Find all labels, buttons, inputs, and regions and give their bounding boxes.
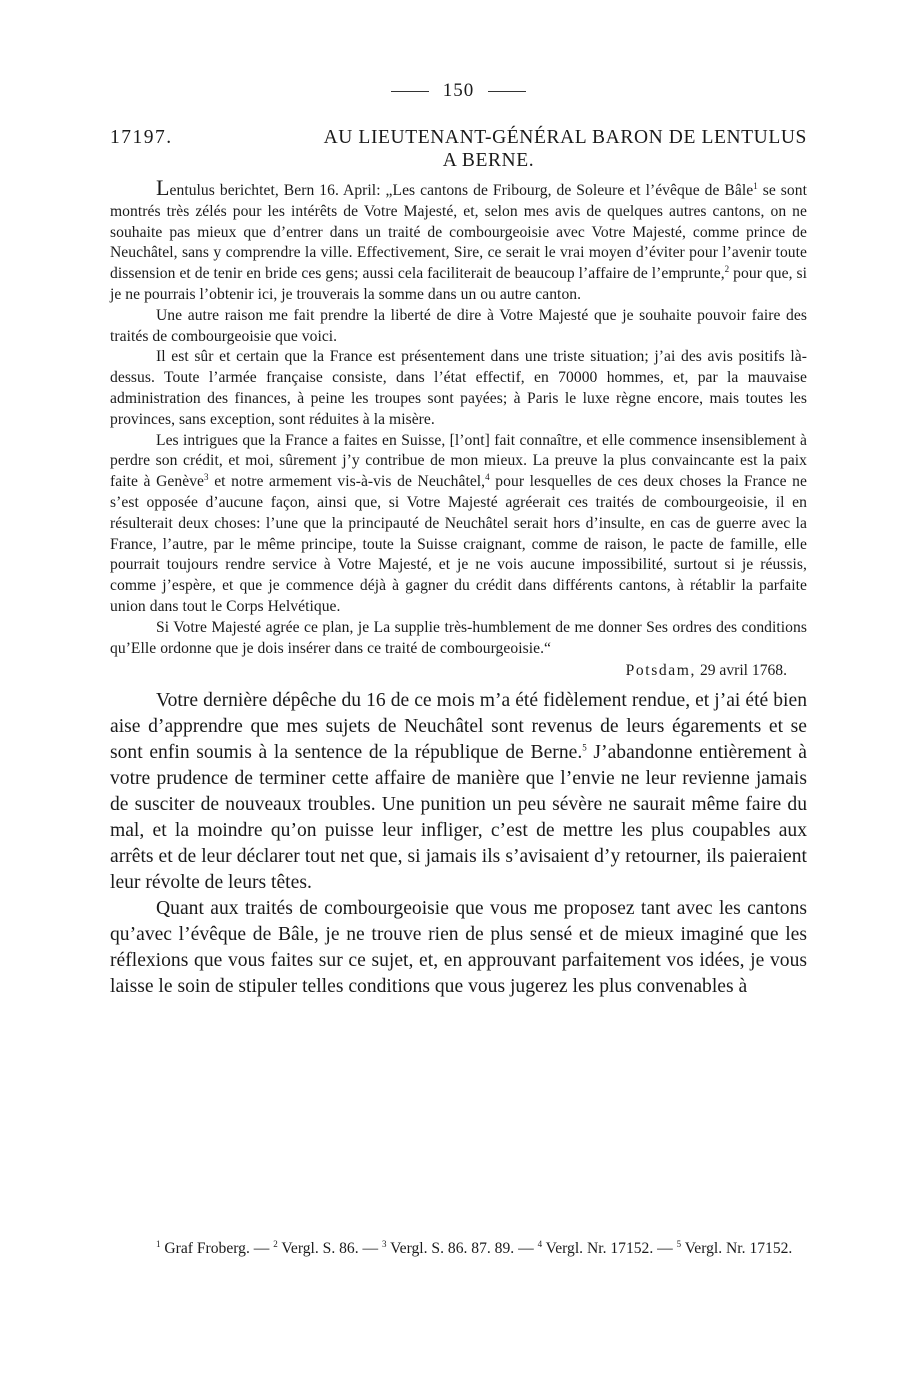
footnote-ref-1: 1 (753, 180, 758, 191)
letter-paragraph-1-text-a: Votre dernière dépêche du 16 de ce mois m’a été fidèlement rendue, et j’ai été bien aise d’apprendre que mes sujets de Neuchâtel sont revenus de leurs égarements et se sont enfin soumis à la sentence de la république de Berne. (110, 690, 807, 764)
dateline (110, 661, 807, 682)
report-paragraph-1-text-b: se sont montrés très zélés pour les intérêts de Votre Majesté, et, selon mes avis de quelques autres cantons, on ne souhaite pas mieux que d’entrer dans un traité de combourgeoisie avec Votre Majesté, comme prince de Neuchâtel, sans y comprendre la ville. Effectivement, Sire, ce serait le vrai moyen d’éviter pour l’avenir toute dissension et de tenir en bride ces gens; aussi cela faciliterait de beaucoup l’affaire de l’emprunte, (110, 182, 807, 283)
heading-title-line-1: AU LIEUTENANT-GÉNÉRAL BARON DE LENTULUS (323, 127, 807, 148)
letter-paragraph-2: Quant aux traités de combourgeoisie que vous me proposez tant avec les cantons qu’avec l’évêque de Bâle, je ne trouve rien de plus sensé et de mieux imaginé que les réflexions que vous faites sur ce sujet, et, en approuvant parfaitement vos idées, je vous laisse le soin de stipuler telles conditions que vous jugerez les plus convenables à (110, 898, 807, 998)
footnote-3: Vergl. S. 86. 87. 89. — (386, 1240, 538, 1257)
report-summary (110, 175, 808, 659)
dateline-place: Potsdam, (625, 662, 697, 680)
heading-line-1 (110, 126, 807, 149)
dateline-date: 29 avril 1768. (699, 662, 787, 680)
footnote-5: Vergl. Nr. 17152. (681, 1240, 793, 1257)
footnote-4: Vergl. Nr. 17152. — (542, 1240, 677, 1257)
footnote-1: Graf Froberg. — (160, 1240, 274, 1257)
page-number-right-rule (488, 91, 526, 92)
footnote-marker-5: 5 (676, 1238, 682, 1249)
footnote-ref-4: 4 (485, 471, 490, 482)
letter-paragraph-1 (110, 688, 807, 896)
letter-heading (110, 126, 807, 172)
letter-paragraph-1-text-b: J’abandonne entièrement à votre prudence de terminer cette affaire de manière que l’envie ne leur revienne jamais de susciter de nouveaux troubles. Une punition un peu sévère ne saurait même faire du mal, et la moindre qu’on puisse leur infliger, c’est de mettre les plus coupables aux arrêts et de leur déclarer tout net que, si jamais ils s’avisaient d’y retourner, ils paieraient leur révolte de leurs têtes. (110, 742, 807, 894)
report-paragraph-3: Il est sûr et certain que la France est présentement dans une triste situation; j’ai des avis positifs là-dessus. Toute l’armée française consiste, dans l’état effectif, en 70000 hommes, et, par la mauvaise administration des finances, à peine les troupes sont payées; à Paris le luxe règne encore, mais toutes les provinces, sans exception, sont réduites à la misère. (110, 348, 807, 428)
footnote-marker-2: 2 (273, 1238, 278, 1249)
report-paragraph-4-text-a: Les intrigues que la France a faites en Suisse, [l’ont] fait connaître, et elle commence insensiblement à perdre son crédit, et moi, sûrement j’y contribue de mon mieux. La preuve la plus convaincante est la paix faite à Genève (110, 431, 807, 491)
report-paragraph-1-text-a: entulus berichtet, Bern 16. April: „Les cantons de Fribourg, de Soleure et l’évêque de Bâle (169, 182, 754, 199)
footnote-ref-5: 5 (582, 742, 587, 753)
page-body (110, 78, 807, 1000)
letter-number: 17197. (110, 127, 173, 148)
footnotes (110, 1238, 807, 1259)
report-paragraph-1 (110, 175, 808, 306)
letter-body (110, 688, 807, 1000)
report-paragraph-4 (110, 431, 807, 618)
page-number-line (110, 78, 807, 104)
report-paragraph-1-text-c: pour que, si je ne pourrais l’obtenir ici, je trouverais la somme dans un ou autre canton. (110, 265, 808, 303)
footnote-ref-2: 2 (724, 264, 730, 274)
page-number: 150 (442, 80, 475, 101)
heading-title-line-2: A BERNE. (442, 150, 535, 171)
footnote-2: Vergl. S. 86. — (277, 1240, 383, 1257)
footnote-marker-4: 4 (537, 1238, 543, 1249)
page-number-left-rule (391, 91, 429, 92)
footnote-marker-1: 1 (156, 1238, 161, 1249)
report-paragraph-5: Si Votre Majesté agrée ce plan, je La supplie très-humblement de me donner Ses ordres des conditions qu’Elle ordonne que je dois insérer dans ce traité de combourgeoisie.“ (110, 618, 807, 657)
footnote-ref-3: 3 (204, 471, 209, 482)
footnotes-text (110, 1238, 807, 1259)
footnote-marker-3: 3 (382, 1238, 387, 1249)
drop-cap: L (156, 175, 170, 200)
report-paragraph-4-text-b: et notre armement vis-à-vis de Neuchâtel, (208, 473, 486, 491)
report-paragraph-4-text-c: pour lesquelles de ces deux choses la France ne s’est opposée d’aucune façon, ainsi que, si Votre Majesté agréerait ces traités de combourgeoisie, il en résulterait deux choses: l’une que la principauté de Neuchâtel serait hors d’insulte, en cas de guerre avec la France, l’autre, par le même principe, toute la Suisse craignant, comme de raison, le pacte de famille, elle pourrait toujours rendre service à Votre Majesté, et je ne vois aucune impossibilité, surtout si je réussis, comme j’espère, et que je commence déjà à gagner du crédit dans différents cantons, à rétablir la parfaite union dans tout le Corps Helvétique. (110, 473, 807, 615)
report-paragraph-2: Une autre raison me fait prendre la liberté de dire à Votre Majesté que je souhaite pouvoir faire des traités de combourgeoisie que voici. (110, 306, 807, 345)
